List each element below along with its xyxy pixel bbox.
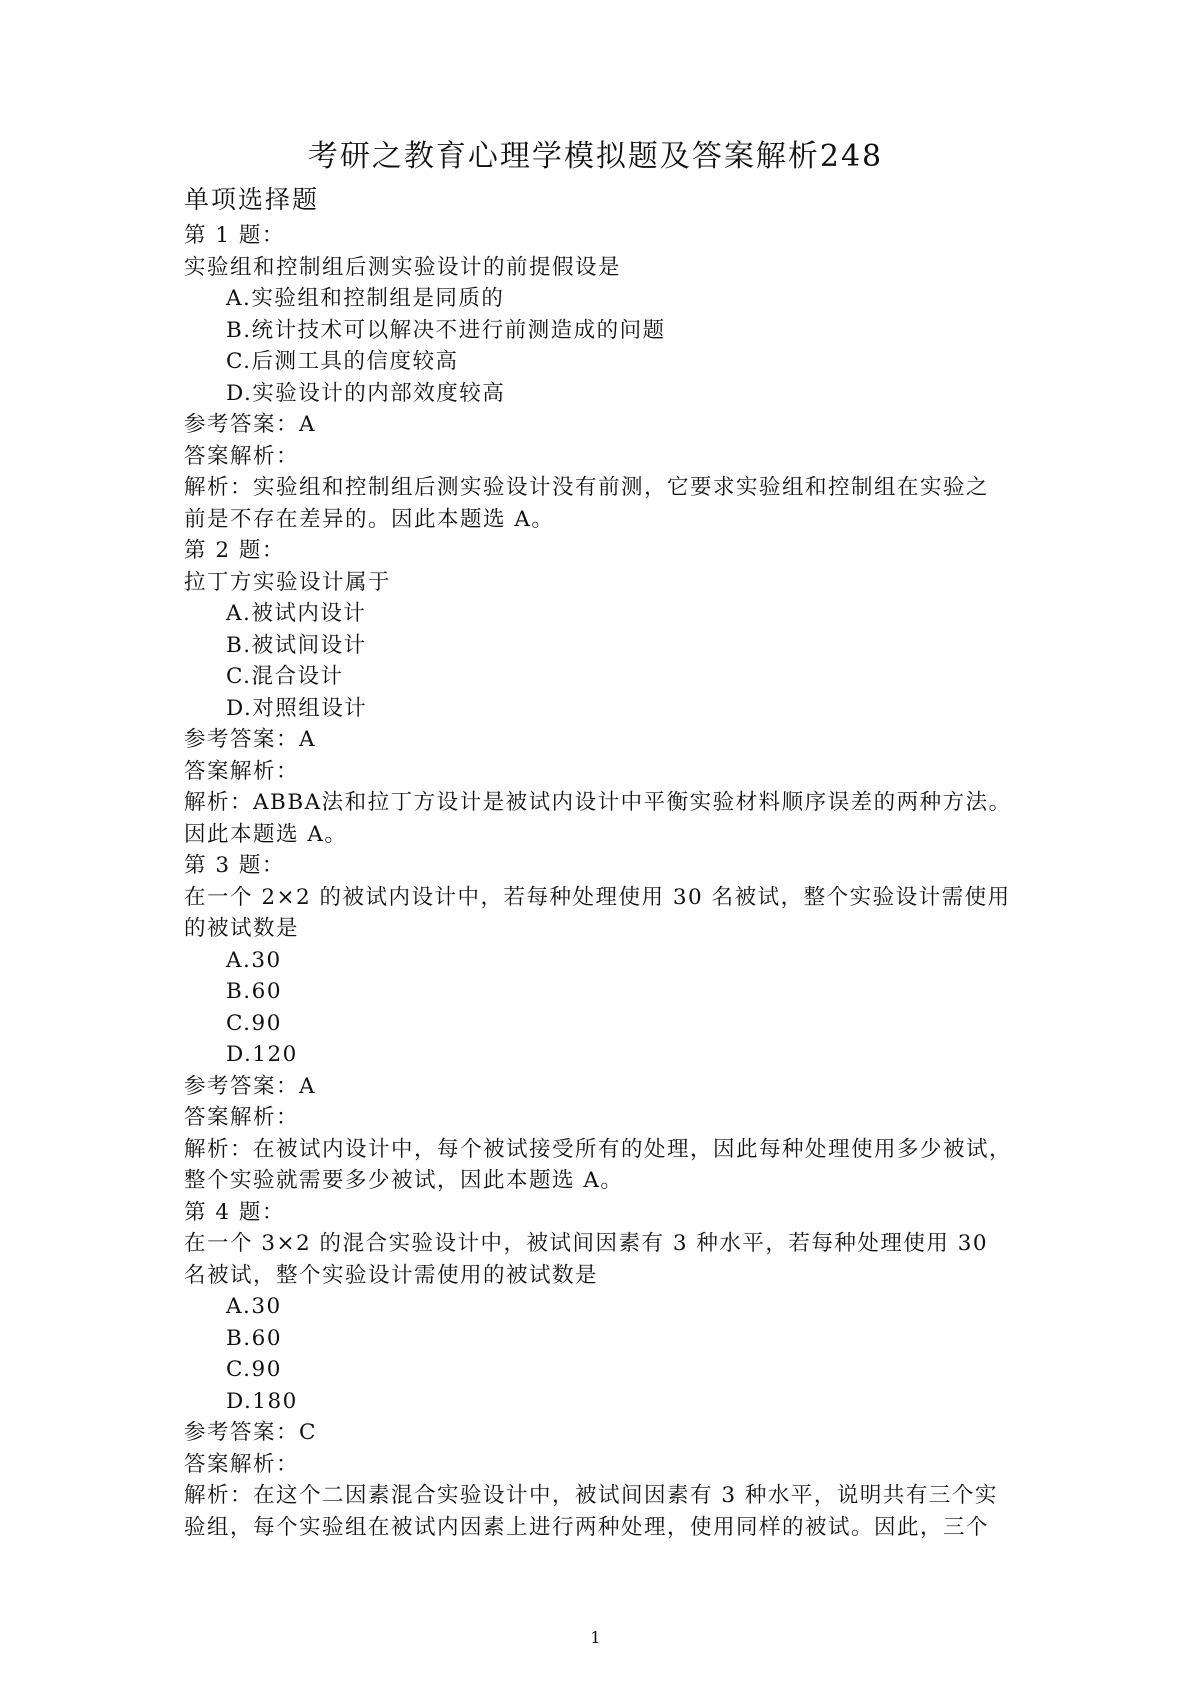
question-stem: 拉丁方实验设计属于: [184, 569, 392, 595]
analysis-text-line: 解析：实验组和控制组后测实验设计没有前测，它要求实验组和控制组在实验之: [184, 475, 990, 500]
question-stem-line: 名被试，整个实验设计需使用的被试数是: [184, 1262, 599, 1288]
option-d: D.120: [226, 1042, 298, 1067]
question-number: 第 2 题：: [184, 538, 285, 563]
analysis-label: 答案解析：: [184, 1105, 300, 1130]
question-2: [184, 535, 1024, 850]
question-number: 第 4 题：: [184, 1199, 285, 1225]
option-b: B.被试间设计: [226, 632, 367, 658]
option-a: A.30: [226, 947, 282, 973]
analysis-label: 答案解析：: [184, 758, 300, 784]
question-stem-line: 的被试数是: [184, 916, 300, 941]
option-d: D.对照组设计: [226, 695, 368, 721]
question-4: [184, 1197, 1024, 1544]
question-stem-line: 在一个 2×2 的被试内设计中，若每种处理使用 30 名被试，整个实验设计需使用: [184, 884, 1011, 910]
analysis-text-line: 整个实验就需要多少被试，因此本题选 A。: [184, 1168, 624, 1193]
option-d: D.180: [226, 1388, 298, 1414]
option-a: A.30: [226, 1294, 282, 1319]
analysis-text-line: 解析：在被试内设计中，每个被试接受所有的处理，因此每种处理使用多少被试，: [184, 1136, 1013, 1162]
option-b: B.60: [226, 979, 282, 1004]
reference-answer: 参考答案：A: [184, 412, 317, 437]
analysis-label: 答案解析：: [184, 1451, 300, 1477]
analysis-text-line: 解析：在这个二因素混合实验设计中，被试间因素有 3 种水平，说明共有三个实: [184, 1483, 998, 1508]
option-c: C.90: [226, 1357, 282, 1382]
option-b: B.60: [226, 1325, 282, 1351]
option-c: C.后测工具的信度较高: [226, 349, 459, 374]
question-1: [184, 220, 1024, 535]
analysis-text-line: 因此本题选 A。: [184, 821, 348, 847]
section-heading: 单项选择题: [184, 185, 320, 214]
reference-answer: 参考答案：A: [184, 727, 317, 752]
option-a: A.实验组和控制组是同质的: [226, 286, 505, 311]
question-stem: 实验组和控制组后测实验设计的前提假设是: [184, 254, 622, 280]
reference-answer: 参考答案：A: [184, 1073, 317, 1099]
question-3: [184, 850, 1024, 1197]
question-list: [184, 220, 1024, 1543]
question-stem-line: 在一个 3×2 的混合实验设计中，被试间因素有 3 种水平，若每种处理使用 30: [184, 1231, 989, 1256]
document-title: 考研之教育心理学模拟题及答案解析248: [307, 139, 884, 174]
question-number: 第 3 题：: [184, 853, 285, 878]
analysis-text-line: 前是不存在差异的。因此本题选 A。: [184, 506, 555, 532]
question-number: 第 1 题：: [184, 223, 285, 248]
analysis-text-line: 解析：ABBA法和拉丁方设计是被试内设计中平衡实验材料顺序误差的两种方法。: [184, 790, 1012, 815]
option-c: C.混合设计: [226, 664, 344, 689]
page-number: 1: [590, 1628, 601, 1647]
option-a: A.被试内设计: [226, 601, 367, 626]
reference-answer: 参考答案：C: [184, 1420, 317, 1445]
option-c: C.90: [226, 1010, 282, 1036]
analysis-label: 答案解析：: [184, 443, 300, 469]
option-d: D.实验设计的内部效度较高: [226, 380, 506, 406]
analysis-text-line: 验组，每个实验组在被试内因素上进行两种处理，使用同样的被试。因此，三个: [184, 1514, 990, 1540]
option-b: B.统计技术可以解决不进行前测造成的问题: [226, 317, 666, 343]
